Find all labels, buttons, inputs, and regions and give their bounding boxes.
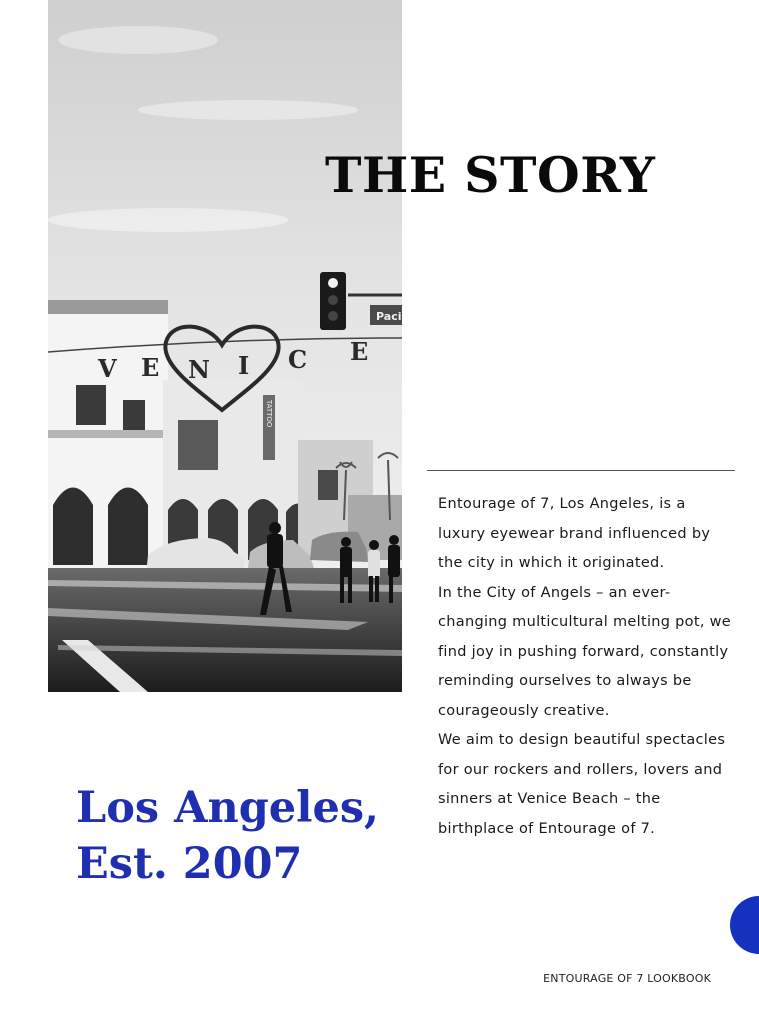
page-title: THE STORY bbox=[325, 146, 656, 204]
street-sign-text: Paci bbox=[376, 310, 402, 323]
headline-line-2: Est. 2007 bbox=[76, 839, 303, 889]
sign-letter-e2: E bbox=[350, 337, 369, 366]
story-paragraph: In the City of Angels – an ever-changing multicultural melting pot, we find joy in pushing forward, constantly reminding ourselves to always be courageously creative. bbox=[438, 584, 732, 719]
headline bbox=[76, 780, 379, 892]
decorative-dot bbox=[730, 896, 759, 954]
story-paragraph: Entourage of 7, Los Angeles, is a luxury eyewear brand influenced by the city in which it originated. bbox=[438, 496, 711, 571]
sign-letter-n: N bbox=[188, 355, 210, 384]
divider bbox=[427, 470, 735, 471]
sign-letter-e1: E bbox=[141, 353, 160, 382]
vertical-sign-text: TATTOO bbox=[265, 400, 273, 428]
story-paragraph: We aim to design beautiful spectacles for our rockers and rollers, lovers and sinners at Venice Beach – the birthplace of Entourage of 7. bbox=[438, 732, 726, 837]
venice-photo bbox=[48, 0, 402, 692]
headline-line-1: Los Angeles, bbox=[76, 783, 380, 833]
footer-label: ENTOURAGE OF 7 LOOKBOOK bbox=[543, 972, 711, 985]
sign-letter-v: V bbox=[98, 354, 117, 383]
sign-letter-i: I bbox=[238, 351, 250, 380]
sign-letter-c: C bbox=[288, 345, 308, 374]
story-text bbox=[438, 490, 733, 844]
